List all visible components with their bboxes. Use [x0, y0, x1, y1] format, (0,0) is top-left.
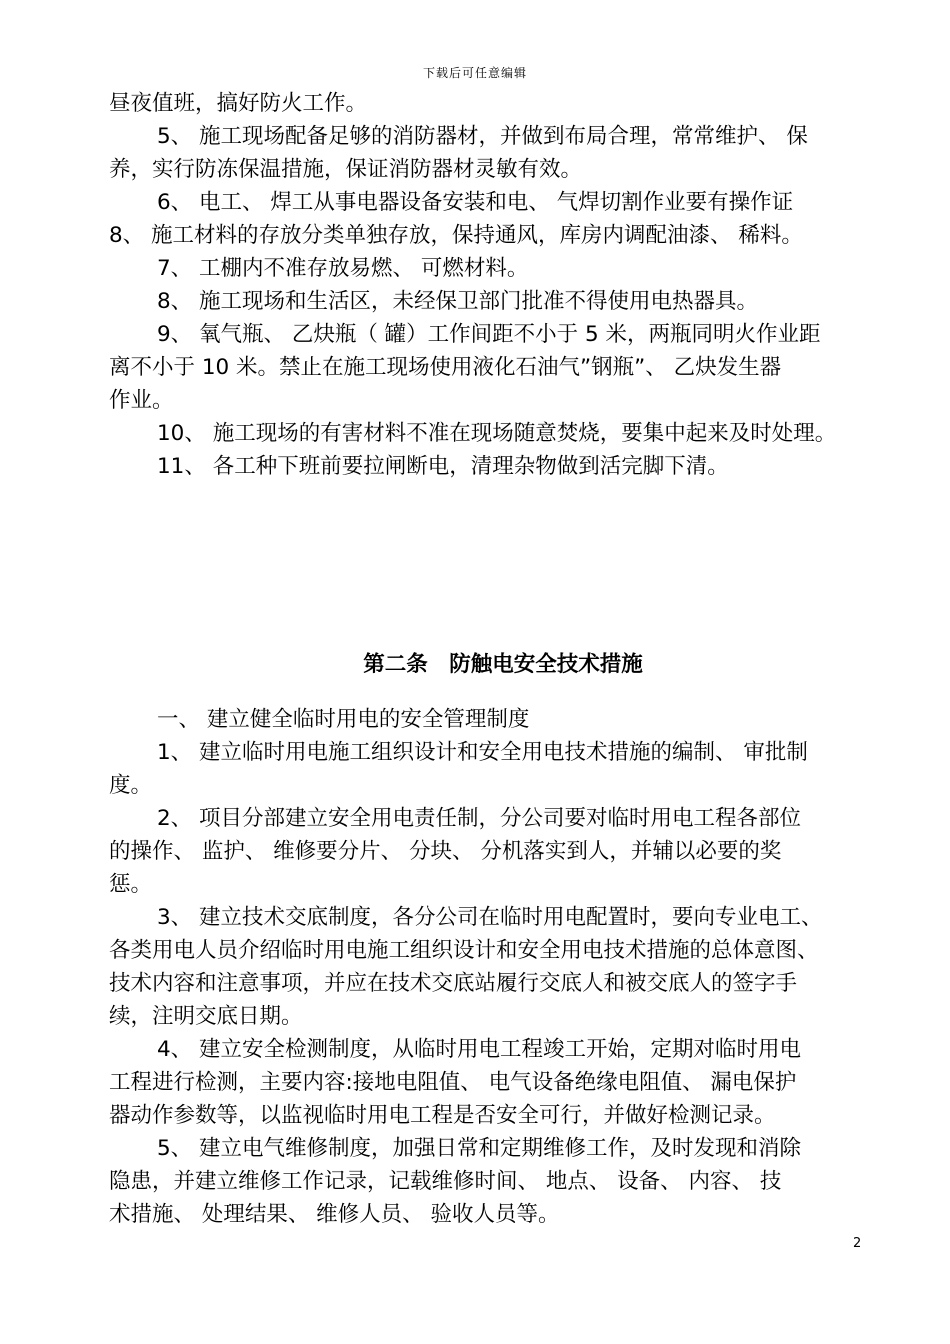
- paragraph-line: 术措施、 处理结果、 维修人员、 验收人员等。: [109, 1202, 560, 1227]
- paragraph-line: 9、 氧气瓶、 乙炔瓶（ 罐）工作间距不小于 5 米，两瓶同明火作业距: [157, 322, 821, 347]
- paragraph-line: 惩。: [109, 872, 153, 897]
- paragraph-line: 4、 建立安全检测制度，从临时用电工程竣工开始，定期对临时用电: [157, 1037, 802, 1062]
- paragraph-line: 技术内容和注意事项，并应在技术交底站履行交底人和被交底人的签字手: [109, 971, 798, 996]
- paragraph-line: 3、 建立技术交底制度，各分公司在临时用电配置时，要向专业电工、: [157, 905, 823, 930]
- paragraph-line: 隐患，并建立维修工作记录，记载维修时间、 地点、 设备、 内容、 技: [109, 1169, 782, 1194]
- paragraph-line: 一、 建立健全临时用电的安全管理制度: [157, 707, 530, 732]
- paragraph-line: 5、 建立电气维修制度，加强日常和定期维修工作，及时发现和消除: [157, 1136, 802, 1161]
- paragraph-line: 的操作、 监护、 维修要分片、 分块、 分机落实到人，并辅以必要的奖: [109, 839, 782, 864]
- paragraph-line: 6、 电工、 焊工从事电器设备安装和电、 气焊切割作业要有操作证: [157, 190, 794, 215]
- section-title: 第二条 防触电安全技术措施: [363, 652, 643, 677]
- paragraph-line: 续，注明交底日期。: [109, 1004, 303, 1029]
- paragraph-line: 离不小于 10 米。禁止在施工现场使用液化石油气”钢瓶”、 乙炔发生器: [109, 355, 782, 380]
- paragraph-line: 昼夜值班，搞好防火工作。: [109, 91, 368, 116]
- paragraph-line: 10、 施工现场的有害材料不准在现场随意焚烧，要集中起来及时处理。: [157, 421, 837, 446]
- paragraph-line: 养，实行防冻保温措施，保证消防器材灵敏有效。: [109, 157, 583, 182]
- page-header: 下载后可任意编辑: [422, 66, 527, 80]
- paragraph-line: 2、 项目分部建立安全用电责任制，分公司要对临时用电工程各部位: [157, 806, 802, 831]
- document-body: [109, 87, 869, 1231]
- paragraph-line: 1、 建立临时用电施工组织设计和安全用电技术措施的编制、 审批制: [157, 740, 808, 765]
- paragraph-line: 8、 施工现场和生活区，未经保卫部门批准不得使用电热器具。: [157, 289, 759, 314]
- paragraph-line: 8、 施工材料的存放分类单独存放，保持通风，库房内调配油漆、 稀料。: [109, 223, 803, 248]
- paragraph-line: 器动作参数等，以监视临时用电工程是否安全可行，并做好检测记录。: [109, 1103, 776, 1128]
- page-number: 2: [853, 1236, 862, 1251]
- paragraph-line: 7、 工棚内不准存放易燃、 可燃材料。: [157, 256, 529, 281]
- spacer: [109, 681, 869, 703]
- paragraph-line: 作业。: [109, 388, 174, 413]
- paragraph-line: 各类用电人员介绍临时用电施工组织设计和安全用电技术措施的总体意图、: [109, 938, 819, 963]
- spacer: [109, 483, 869, 648]
- paragraph-line: 5、 施工现场配备足够的消防器材，并做到布局合理，常常维护、 保: [157, 124, 808, 149]
- paragraph-line: 工程进行检测，主要内容:接地电阻值、 电气设备绝缘电阻值、 漏电保护: [109, 1070, 797, 1095]
- paragraph-line: 11、 各工种下班前要拉闸断电，清理杂物做到活完脚下清。: [157, 454, 729, 479]
- paragraph-line: 度。: [109, 773, 153, 798]
